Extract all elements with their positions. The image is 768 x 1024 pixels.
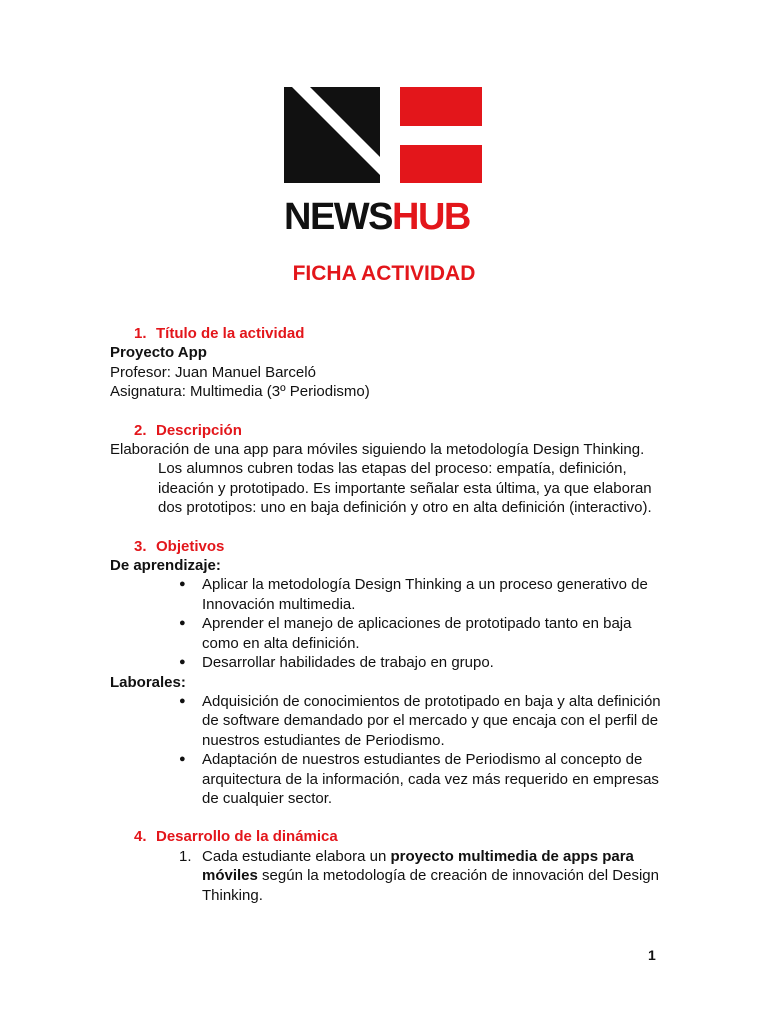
description-paragraph: Elaboración de una app para móviles siguiendo la metodología Design Thinking. Los alumnos cubren todas las etapas del proceso: empatía, definición, ideación y prototipado. Es importante señalar esta última, ya que elaboran dos prototipos: uno en baja definición y otro en alta definición (interactivo). xyxy=(110,441,652,517)
list-item: ● Aprender el manejo de aplicaciones de prototipado tanto en baja como en alta definición. xyxy=(179,615,632,652)
dynamics-list xyxy=(110,847,670,905)
project-name: Proyecto App xyxy=(110,344,207,362)
aprendizaje-label: De aprendizaje: xyxy=(110,557,221,575)
bullet-icon: ● xyxy=(179,578,186,591)
section-heading-objectives: 3. Objetivos xyxy=(134,537,225,555)
section-heading-dynamics: 4. Desarrollo de la dinámica xyxy=(134,828,338,846)
bullet-icon: ● xyxy=(179,617,186,630)
bullet-icon: ● xyxy=(179,753,186,766)
page-title: FICHA ACTIVIDAD xyxy=(292,262,476,285)
laborales-list xyxy=(110,692,670,808)
aprendizaje-list xyxy=(110,575,670,672)
list-item: 1. Cada estudiante elabora un proyecto multimedia de apps para móviles según la metodología de creación de innovación del Design Thinking. xyxy=(179,847,659,904)
list-item: ● Aplicar la metodología Design Thinking a un proceso generativo de Innovación multimedia. xyxy=(179,576,648,613)
list-item: ● Desarrollar habilidades de trabajo en grupo. xyxy=(179,654,494,672)
newshub-logo-mark xyxy=(284,87,482,183)
bullet-icon: ● xyxy=(179,694,186,707)
newshub-logo-wordmark: NEWSHUB xyxy=(284,196,470,238)
bullet-icon: ● xyxy=(179,656,186,669)
asignatura-line: Asignatura: Multimedia (3º Periodismo) xyxy=(110,383,370,401)
laborales-label: Laborales: xyxy=(110,673,186,691)
list-item: ● Adquisición de conocimientos de prototipado en baja y alta definición de software demandado por el mercado y que encaja con el perfil de nuestros estudiantes de Periodismo. xyxy=(179,692,661,749)
document-body xyxy=(110,324,670,905)
section-heading-title: 1. Título de la actividad xyxy=(134,325,305,342)
page-number: 1 xyxy=(648,947,656,963)
profesor-line: Profesor: Juan Manuel Barceló xyxy=(110,363,316,381)
list-item: ● Adaptación de nuestros estudiantes de Periodismo al concepto de arquitectura de la información, cada vez más requerido en empresas de cualquier sector. xyxy=(179,751,659,807)
section-heading-description: 2. Descripción xyxy=(134,421,242,439)
